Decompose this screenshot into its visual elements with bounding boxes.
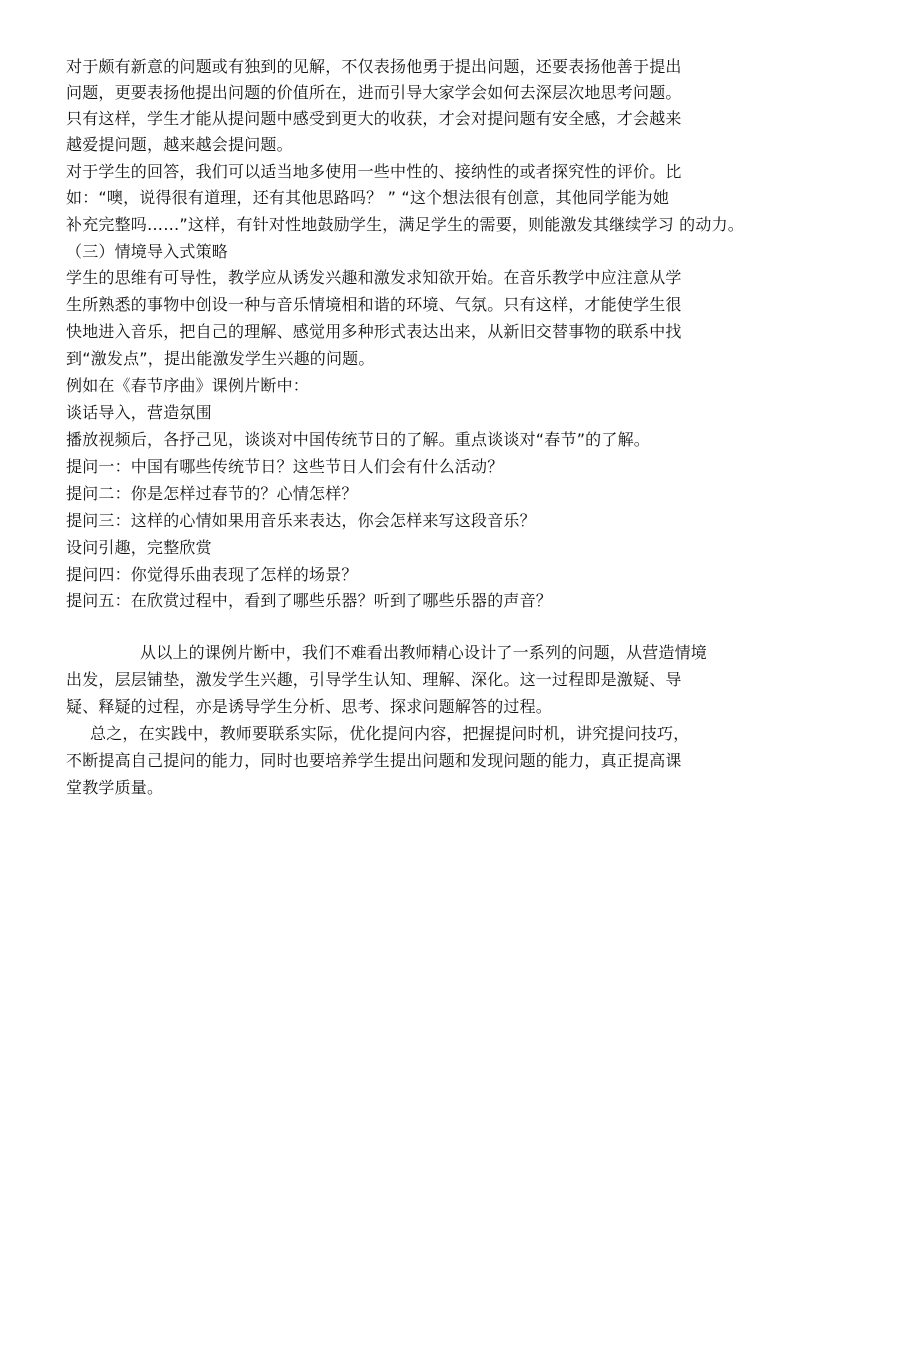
text-line: 到“激发点”，提出能激发学生兴趣的问题。 <box>66 349 375 368</box>
text-line: 从以上的课例片断中，我们不难看出教师精心设计了一系列的问题，从营造情境 <box>140 643 708 662</box>
text-line: 提问二：你是怎样过春节的？心情怎样？ <box>66 484 358 503</box>
text-line: 快地进入音乐，把自己的理解、感觉用多种形式表达出来，从新旧交替事物的联系中找 <box>66 322 682 341</box>
section-heading: （三）情境导入式策略 <box>66 242 229 261</box>
text-line: 不断提高自己提问的能力，同时也要培养学生提出问题和发现问题的能力，真正提高课 <box>66 751 682 770</box>
text-line: 生所熟悉的事物中创设一种与音乐情境相和谐的环境、气氛。只有这样，才能使学生很 <box>66 295 682 314</box>
text-line: 补充完整吗……”这样，有针对性地鼓励学生，满足学生的需要，则能激发其继续学习 的动力。 <box>66 215 744 234</box>
text-line: 如：“噢，说得很有道理，还有其他思路吗？ ” “这个想法很有创意，其他同学能为她 <box>66 188 670 207</box>
text-line: 学生的思维有可导性，教学应从诱发兴趣和激发求知欲开始。在音乐教学中应注意从学 <box>66 268 682 287</box>
text-line: 提问一：中国有哪些传统节日？这些节日人们会有什么活动？ <box>66 457 504 476</box>
text-line: 堂教学质量。 <box>66 778 164 797</box>
text-line: 例如在《春节序曲》课例片断中： <box>66 376 310 395</box>
text-line: 提问三：这样的心情如果用音乐来表达，你会怎样来写这段音乐？ <box>66 511 536 530</box>
text-line: 提问四：你觉得乐曲表现了怎样的场景？ <box>66 565 358 584</box>
text-line: 总之，在实践中，教师要联系实际，优化提问内容，把握提问时机，讲究提问技巧， <box>90 724 690 743</box>
text-line: 对于颇有新意的问题或有独到的见解，不仅表扬他勇于提出问题，还要表扬他善于提出 <box>66 57 682 76</box>
text-line: 对于学生的回答，我们可以适当地多使用一些中性的、接纳性的或者探究性的评价。比 <box>66 162 682 181</box>
text-line: 只有这样，学生才能从提问题中感受到更大的收获，才会对提问题有安全感，才会越来 <box>66 109 682 128</box>
text-line: 越爱提问题，越来越会提问题。 <box>66 135 293 154</box>
text-line: 出发，层层铺垫，激发学生兴趣，引导学生认知、理解、深化。这一过程即是激疑、导 <box>66 670 682 689</box>
text-line: 设问引趣，完整欣赏 <box>66 538 212 557</box>
text-line: 播放视频后，各抒己见，谈谈对中国传统节日的了解。重点谈谈对“春节”的了解。 <box>66 430 650 449</box>
text-line: 提问五：在欣赏过程中，看到了哪些乐器？听到了哪些乐器的声音？ <box>66 591 553 610</box>
text-line: 谈话导入，营造氛围 <box>66 403 212 422</box>
text-line: 疑、释疑的过程，亦是诱导学生分析、思考、探求问题解答的过程。 <box>66 697 553 716</box>
text-line: 问题，更要表扬他提出问题的价值所在，进而引导大家学会如何去深层次地思考问题。 <box>66 83 682 102</box>
